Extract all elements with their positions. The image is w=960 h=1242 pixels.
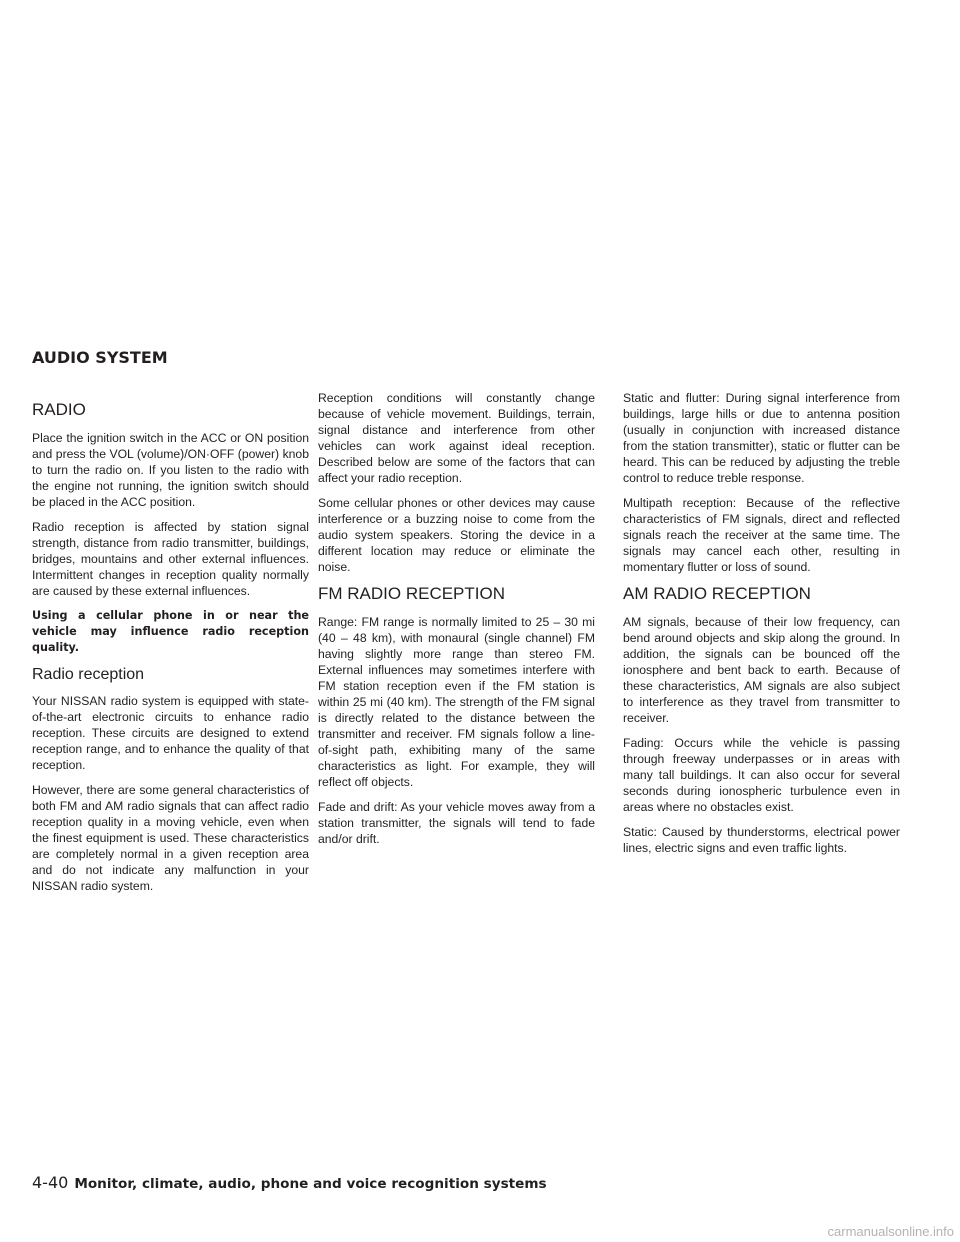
paragraph-fading: Fading: Occurs while the vehicle is passing through freeway underpasses or in areas with many tall buildings. It can also occur for several seconds during ionospheric turbulence even in areas where no obstacles exist.	[623, 736, 900, 814]
warning-cellular-phone: Using a cellular phone in or near the vehicle may influence radio reception quality.	[32, 609, 309, 654]
column-right	[623, 391, 900, 865]
paragraph-characteristics: However, there are some general characteristics of both FM and AM radio signals that can affect radio reception quality in a moving vehicle, even when the finest equipment is used. These characteristics are completely normal in a given reception area and do not indicate any malfunction in your NISSAN radio system.	[32, 783, 309, 893]
chapter-title: Monitor, climate, audio, phone and voice recognition systems	[74, 1176, 547, 1192]
section-header: AUDIO SYSTEM	[32, 348, 168, 367]
column-left	[32, 400, 309, 903]
page-footer	[32, 1173, 547, 1192]
paragraph-multipath: Multipath reception: Because of the reflective characteristics of FM signals, direct and reflected signals reach the receiver at the same time. The signals may cancel each other, resulting in momentary flutter or loss of sound.	[623, 496, 900, 574]
paragraph-cellular-interference: Some cellular phones or other devices may cause interference or a buzzing noise to come from the audio system speakers. Storing the device in a different location may reduce or eliminate the noise.	[318, 496, 595, 574]
paragraph-fade-drift: Fade and drift: As your vehicle moves away from a station transmitter, the signals will tend to fade and/or drift.	[318, 800, 595, 846]
paragraph-reception-conditions: Reception conditions will constantly change because of vehicle movement. Buildings, terrain, signal distance and interference from other vehicles can work against ideal reception. Described below are some of the factors that can affect your radio reception.	[318, 391, 595, 485]
paragraph-am-signals: AM signals, because of their low frequency, can bend around objects and skip along the ground. In addition, the signals can be bounced off the ionosphere and bent back to earth. Because of these characteristics, AM signals are also subject to interference as they travel from transmitter to receiver.	[623, 615, 900, 725]
heading-radio: RADIO	[32, 400, 86, 419]
heading-radio-reception: Radio reception	[32, 666, 145, 683]
paragraph-reception-affected: Radio reception is affected by station signal strength, distance from radio transmitter, buildings, bridges, mountains and other external influences. Intermittent changes in reception quality normally are caused by these external influences.	[32, 520, 309, 598]
paragraph-static: Static: Caused by thunderstorms, electrical power lines, electric signs and even traffic lights.	[623, 825, 900, 855]
paragraph-static-flutter: Static and flutter: During signal interference from buildings, large hills or due to antenna position (usually in conjunction with increased distance from the station transmitter), static or flutter can be heard. This can be reduced by adjusting the treble control to reduce treble response.	[623, 391, 900, 485]
paragraph-nissan-radio: Your NISSAN radio system is equipped with state-of-the-art electronic circuits to enhance radio reception. These circuits are designed to extend reception range, and to enhance the quality of that reception.	[32, 694, 309, 772]
heading-fm-reception: FM RADIO RECEPTION	[318, 584, 506, 603]
page-number: 4-40	[32, 1173, 69, 1192]
paragraph-ignition: Place the ignition switch in the ACC or ON position and press the VOL (volume)/ON·OFF (power) knob to turn the radio on. If you listen to the radio with the engine not running, the ignition switch should be placed in the ACC position.	[32, 431, 309, 509]
column-middle	[318, 391, 595, 856]
heading-am-reception: AM RADIO RECEPTION	[623, 584, 811, 603]
watermark: carmanualsonline.info	[827, 1224, 954, 1239]
paragraph-fm-range: Range: FM range is normally limited to 25 – 30 mi (40 – 48 km), with monaural (single channel) FM having slightly more range than stereo FM. External influences may sometimes interfere with FM station reception even if the FM station is within 25 mi (40 km). The strength of the FM signal is directly related to the distance between the transmitter and receiver. FM signals follow a line-of-sight path, exhibiting many of the same characteristics as light. For example, they will reflect off objects.	[318, 615, 595, 789]
